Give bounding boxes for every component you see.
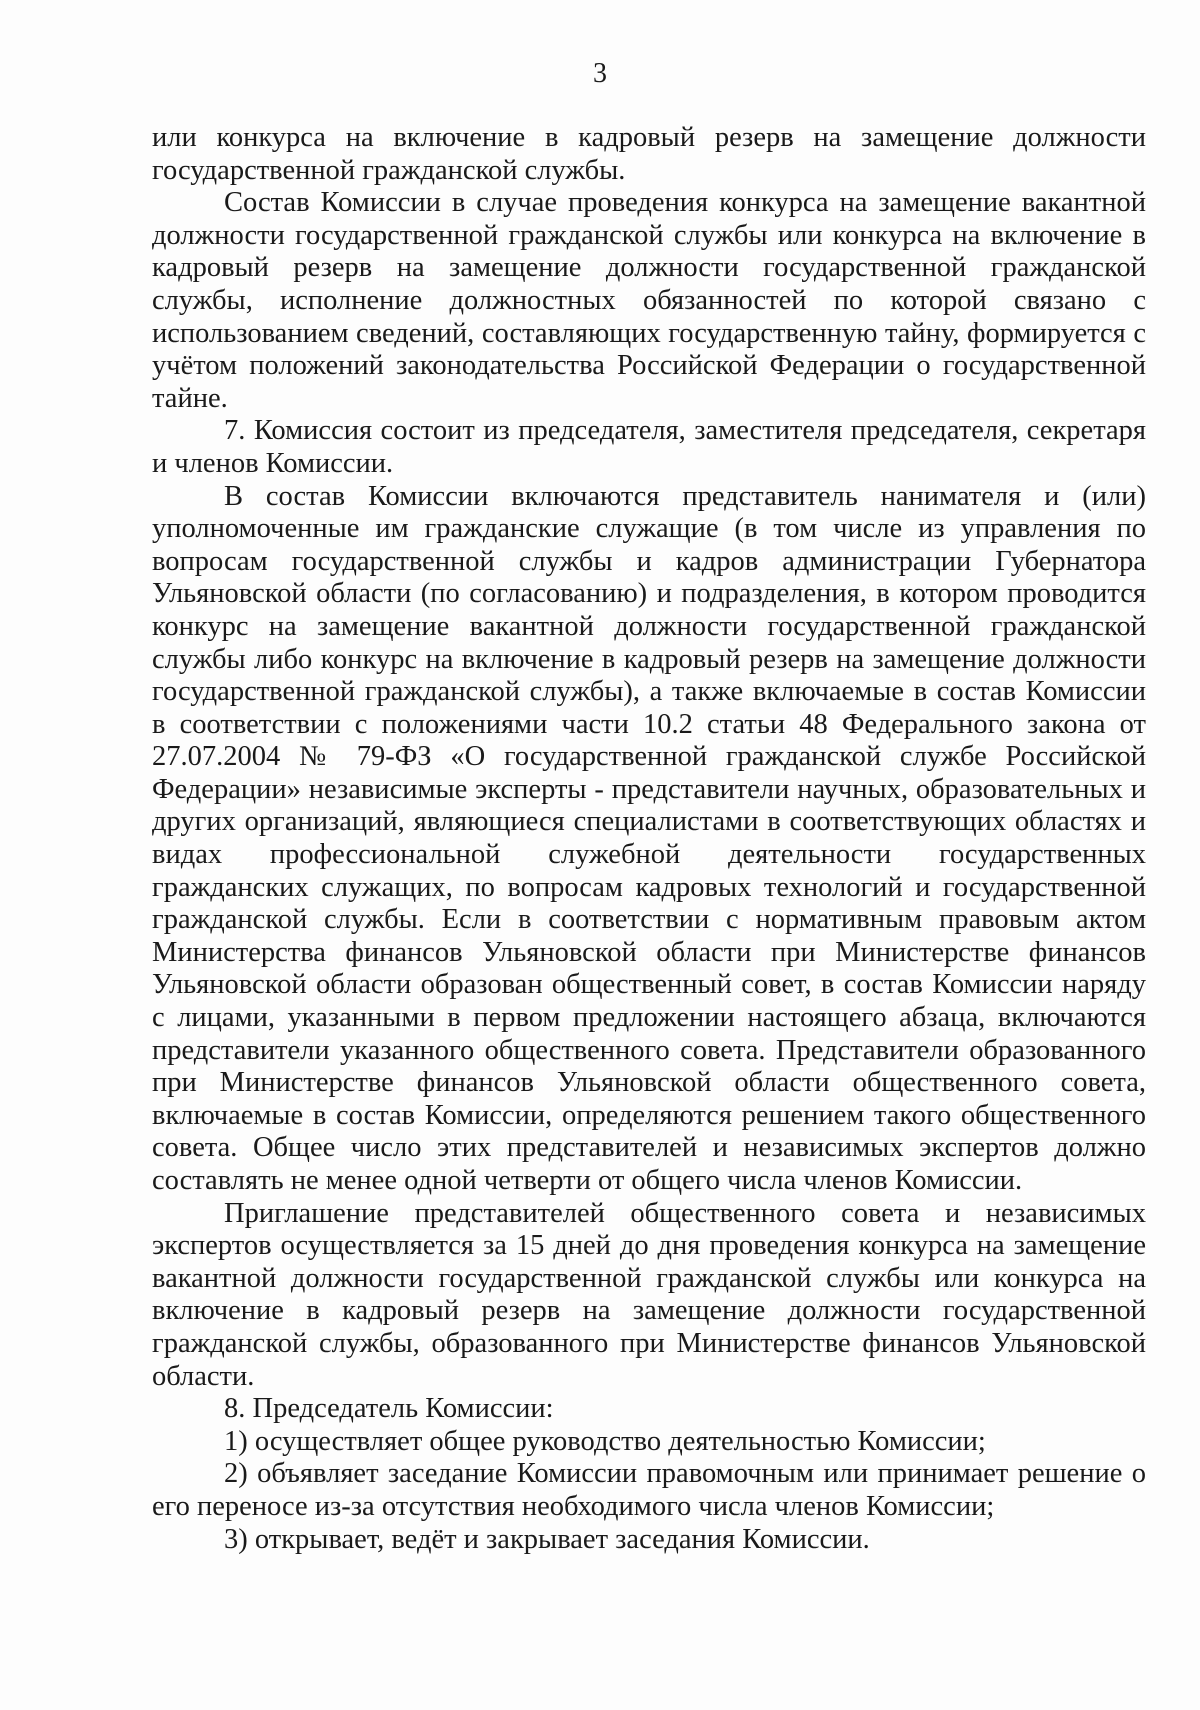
page-number: 3 xyxy=(593,58,607,89)
paragraph: 1) осуществляет общее руководство деятельностью Комиссии; xyxy=(224,1425,986,1457)
paragraph: или конкурса на включение в кадровый резерв на замещение должности государственной гражданской службы. xyxy=(152,122,1146,186)
paragraph: 3) открывает, ведёт и закрывает заседания Комиссии. xyxy=(224,1523,870,1555)
paragraph: 7. Комиссия состоит из председателя, заместителя председателя, секретаря и членов Комиссии. xyxy=(152,415,1146,479)
paragraph: 8. Председатель Комиссии: xyxy=(224,1393,554,1425)
paragraph: 2) объявляет заседание Комиссии правомочным или принимает решение о его переносе из-за отсутствия необходимого числа членов Комиссии; xyxy=(152,1458,1146,1522)
paragraph: В состав Комиссии включаются представитель нанимателя и (или) уполномоченные им гражданские служащие (в том числе из управления по вопросам государственной службы и кадров администрации Губернатора Ульяновской области (по согласованию) и подразделения, в котором проводится конкурс на замещение вакантной должности государственной гражданской службы либо конкурс на включение в кадровый резерв на замещение должности государственной гражданской службы), а также включаемые в состав Комиссии в соответствии с положениями части 10.2 статьи 48 Федерального закона от 27.07.2004 № 79-ФЗ «О государственной гражданской службе Российской Федерации» независимые эксперты - представители научных, образовательных и других организаций, являющиеся специалистами в соответствующих областях и видах профессиональной служебной деятельности государственных гражданских служащих, по вопросам кадровых технологий и государственной гражданской службы. Если в соответствии с нормативным правовым актом Министерства финансов Ульяновской области при Министерстве финансов Ульяновской области образован общественный совет, в состав Комиссии наряду с лицами, указанными в первом предложении настоящего абзаца, включаются представители указанного общественного совета. Представители образованного при Министерстве финансов Ульяновской области общественного совета, включаемые в состав Комиссии, определяются решением такого общественного совета. Общее число этих представителей и независимых экспертов должно составлять не менее одной четверти от общего числа членов Комиссии. xyxy=(152,480,1146,1196)
paragraph: Приглашение представителей общественного совета и независимых экспертов осуществляется за 15 дней до дня проведения конкурса на замещение вакантной должности государственной гражданской службы или конкурса на включение в кадровый резерв на замещение должности государственной гражданской службы, образованного при Министерстве финансов Ульяновской области. xyxy=(152,1197,1146,1392)
paragraph: Состав Комиссии в случае проведения конкурса на замещение вакантной должности государственной гражданской службы или конкурса на включение в кадровый резерв на замещение должности государственной гражданской службы, исполнение должностных обязанностей по которой связано с использованием сведений, составляющих государственную тайну, формируется с учётом положений законодательства Российской Федерации о государственной тайне. xyxy=(152,187,1146,414)
document-body xyxy=(152,122,1146,1556)
